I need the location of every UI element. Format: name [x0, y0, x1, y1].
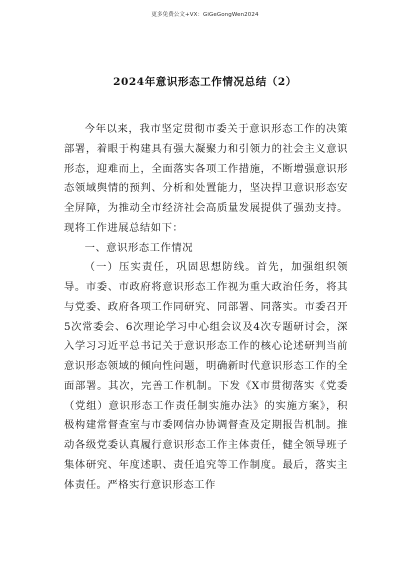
body-paragraph: （一）压实责任，巩固思想防线。首先，加强组织领导。市委、市政府将意识形态工作视为重大政治任务，将其与党委、政府各项工作同研究、同部署、同落实。市委召开5次常委会、6次理论学习中心组会议及4次专题研讨会，深入学习习近平总书记关于意识形态工作的核心论述研判当前意识形态领域的倾向性问题，明确新时代意识形态工作的全面部署。其次，完善工作机制。下发《X市贯彻落实《党委（党组）意识形态工作责任制实施办法》的实施方案》，积极构建常督查室与市委网信办协调督查及定期报告机制。推动各级党委认真履行意识形态工作主体责任，健全领导班子集体研究、年度述职、责任追究等工作制度。最后，落实主体责任。严格实行意识形态工作: [64, 261, 348, 491]
section-heading: 一、意识形态工作情况: [84, 241, 194, 254]
intro-paragraph: 今年以来，我市坚定贯彻市委关于意识形态工作的决策部署，着眼于构建具有强大凝聚力和引领力的社会主义意识形态，迎难而上，全面落实各项工作措施，不断增强意识形态领域舆情的预判、分析和处置能力，坚决捍卫意识形态安全屏障，为推动全市经济社会高质量发展提供了强劲支持。现将工作进展总结如下：: [64, 123, 348, 234]
document-body: [64, 120, 348, 495]
header-note: 更多免费公文+VX：GiGeGongWen2024: [151, 12, 259, 18]
document-title: 2024年意识形态工作情况总结（2）: [113, 76, 297, 88]
